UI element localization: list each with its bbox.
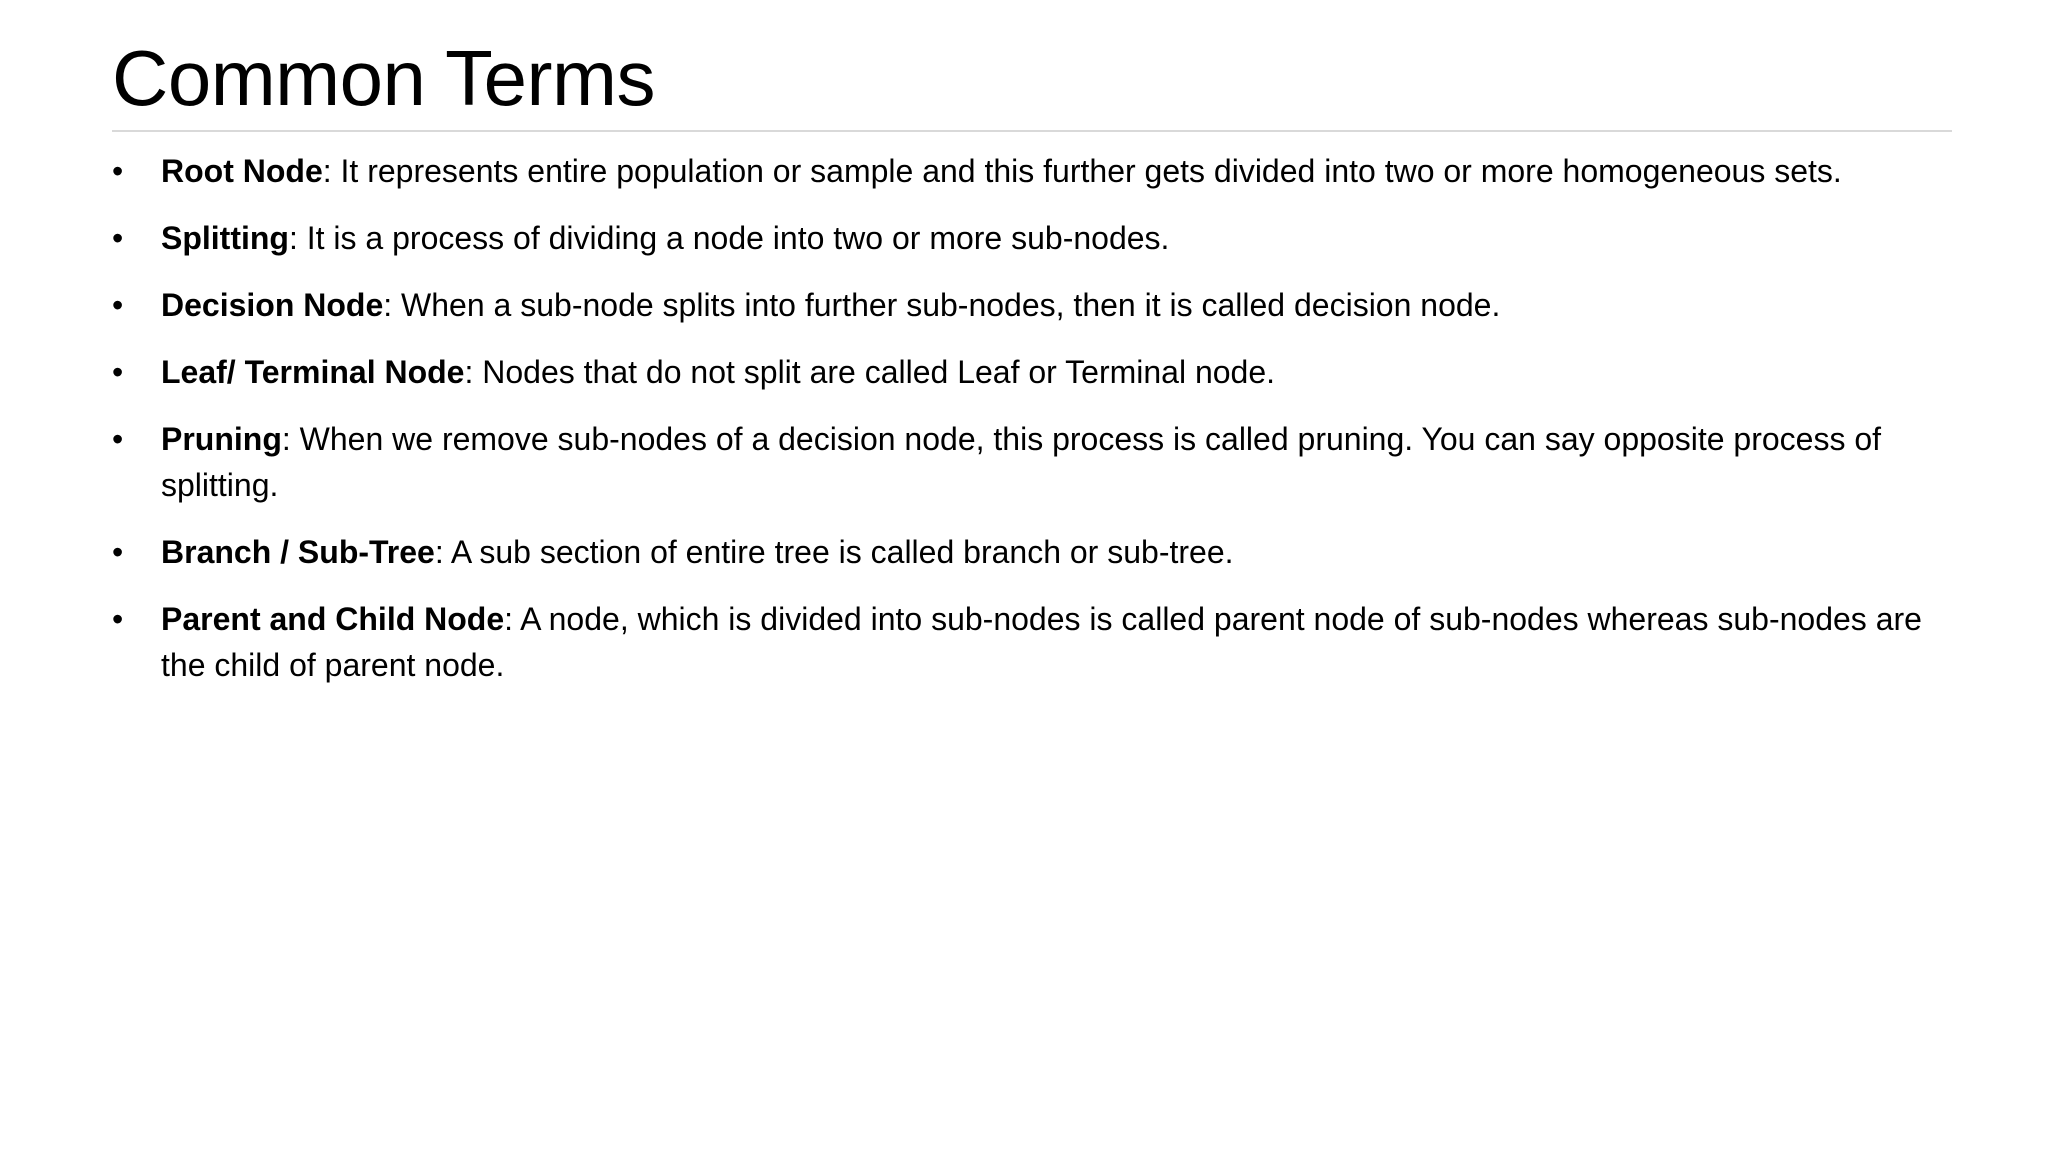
bullet-item-root-node	[112, 148, 1952, 194]
term-label: Decision Node	[161, 287, 384, 323]
bullet-item-branch-sub-tree	[112, 529, 1952, 575]
bullet-item-pruning	[112, 416, 1952, 508]
term-label: Leaf/ Terminal Node	[161, 354, 465, 390]
term-definition: : It represents entire population or sample and this further gets divided into two or more homogeneous sets.	[322, 153, 1842, 189]
term-definition: : A sub section of entire tree is called branch or sub-tree.	[434, 534, 1234, 570]
bullet-item-parent-child-node	[112, 596, 1952, 688]
bullet-icon: •	[112, 534, 124, 570]
bullet-list	[112, 148, 1952, 709]
title-divider	[112, 130, 1952, 132]
term-label: Root Node	[161, 153, 323, 189]
bullet-icon: •	[112, 220, 124, 256]
bullet-icon: •	[112, 601, 124, 637]
slide-title: Common Terms	[112, 34, 656, 122]
term-label: Parent and Child Node	[161, 601, 505, 637]
bullet-item-splitting	[112, 215, 1952, 261]
term-label: Pruning	[161, 421, 282, 457]
bullet-item-decision-node	[112, 282, 1952, 328]
bullet-icon: •	[112, 153, 124, 189]
bullet-icon: •	[112, 287, 124, 323]
term-definition: : It is a process of dividing a node into two or more sub-nodes.	[288, 220, 1170, 256]
bullet-item-leaf-terminal-node	[112, 349, 1952, 395]
term-definition: : When we remove sub-nodes of a decision node, this process is called pruning. You can say opposite process of splitting.	[161, 421, 1882, 503]
bullet-icon: •	[112, 421, 124, 457]
term-definition: : When a sub-node splits into further sub-nodes, then it is called decision node.	[383, 287, 1501, 323]
term-definition: : Nodes that do not split are called Leaf or Terminal node.	[464, 354, 1276, 390]
bullet-icon: •	[112, 354, 124, 390]
term-label: Splitting	[161, 220, 289, 256]
term-definition: : A node, which is divided into sub-nodes is called parent node of sub-nodes whereas sub-nodes are the child of parent node.	[161, 601, 1922, 683]
term-label: Branch / Sub-Tree	[161, 534, 435, 570]
